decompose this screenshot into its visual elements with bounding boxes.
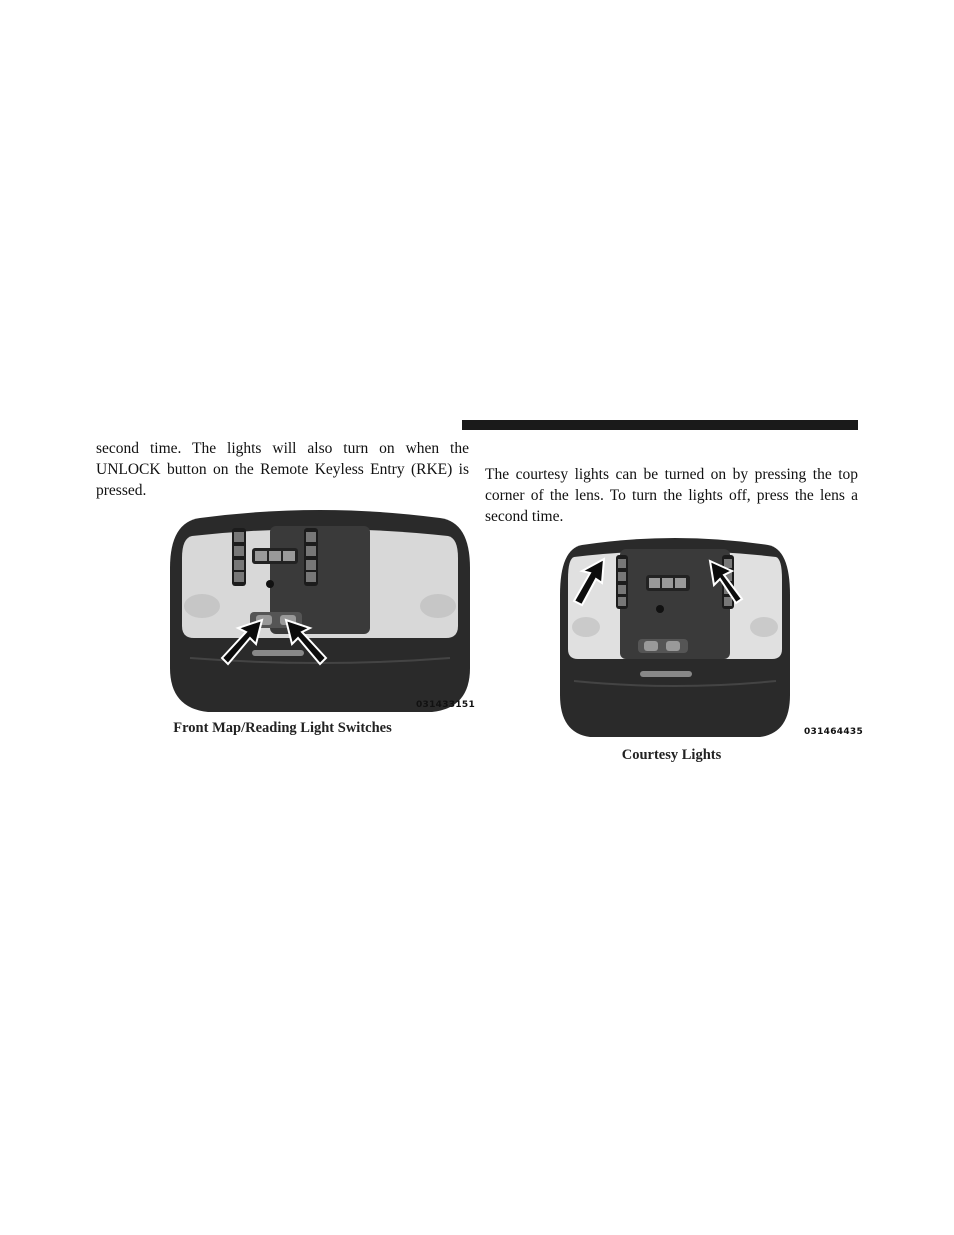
left-paragraph: second time. The lights will also turn on when the UNLOCK button on the Remote Keyless Entry (RKE) is pressed. <box>96 440 469 499</box>
overhead-console-illustration <box>170 508 470 714</box>
right-paragraph: The courtesy lights can be turned on by pressing the top corner of the lens. To turn the lights off, press the lens a second time. <box>485 466 858 525</box>
front-map-light-figure <box>170 508 470 714</box>
overhead-console-illustration <box>560 535 790 741</box>
figure-caption: Front Map/Reading Light Switches <box>173 720 392 736</box>
figure-caption: Courtesy Lights <box>621 747 722 763</box>
figure-code: 031464435 <box>804 727 864 737</box>
courtesy-lights-figure <box>560 535 860 741</box>
figure-code: 031433151 <box>416 700 476 710</box>
section-rule <box>462 420 858 430</box>
